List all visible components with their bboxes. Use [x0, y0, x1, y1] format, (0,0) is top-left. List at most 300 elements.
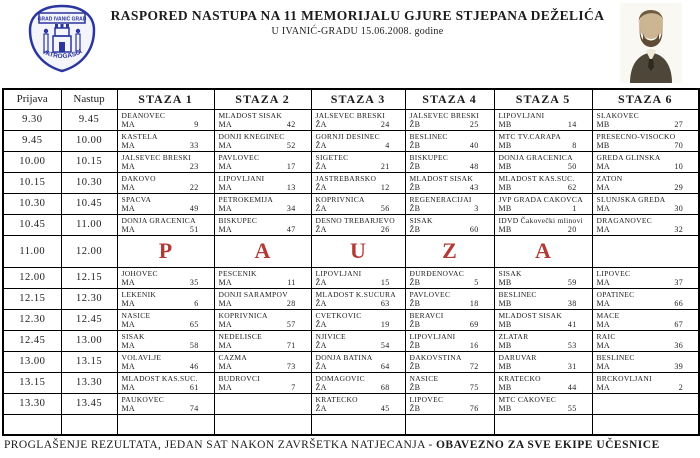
start-number: 34 — [286, 203, 296, 213]
category-label: MA — [596, 182, 610, 192]
start-number: 5 — [474, 277, 479, 287]
category-line — [122, 204, 211, 213]
schedule-row — [3, 309, 699, 330]
schedule-body — [3, 109, 699, 435]
team-cell — [494, 109, 592, 130]
category-label: MA — [121, 277, 135, 287]
category-label: MA — [121, 119, 135, 129]
team-cell — [405, 309, 494, 330]
team-name: ĐAKOVSTINA — [409, 352, 462, 362]
category-label: ŽB — [409, 382, 421, 392]
category-line — [219, 204, 308, 213]
category-line — [122, 141, 211, 150]
time-cell: 13.00 — [3, 351, 61, 372]
team-cell — [117, 288, 214, 309]
team-cell — [494, 267, 592, 288]
category-line — [410, 120, 491, 129]
start-number: 13 — [286, 182, 296, 192]
start-number: 9 — [194, 119, 199, 129]
category-line — [499, 383, 589, 392]
team-name: VOLAVLJE — [121, 352, 162, 362]
team-name: REGENERACIJAI — [409, 194, 472, 204]
category-label: MA — [218, 298, 232, 308]
category-line — [410, 341, 491, 350]
team-name: PAVLOVEC — [409, 289, 451, 299]
team-cell — [405, 214, 494, 235]
time-cell: 12.15 — [3, 288, 61, 309]
team-name: NASICE — [409, 373, 439, 383]
time-cell: 13.00 — [61, 330, 117, 351]
category-label: MA — [121, 319, 135, 329]
column-header: Prijava — [3, 89, 61, 109]
category-label: MA — [218, 224, 232, 234]
team-name: OPATINEC — [596, 289, 635, 299]
category-line — [219, 120, 308, 129]
start-number: 2 — [678, 382, 683, 392]
team-name: KRATECKO — [498, 373, 541, 383]
start-number: 36 — [674, 340, 683, 350]
start-number: 71 — [286, 340, 296, 350]
team-name: IDVD Čakovečki mlinovi — [498, 215, 584, 225]
start-number: 53 — [567, 340, 577, 350]
start-number: 60 — [469, 224, 479, 234]
category-line — [122, 299, 211, 308]
team-cell — [405, 330, 494, 351]
category-label: MB — [498, 340, 512, 350]
start-number: 48 — [469, 161, 479, 171]
team-name: KOPRIVNICA — [218, 310, 268, 320]
category-label: MB — [498, 203, 512, 213]
start-number: 11 — [287, 277, 296, 287]
empty-cell — [405, 414, 494, 435]
footer-note — [4, 439, 700, 451]
team-name: PETROKEMIJA — [218, 194, 274, 204]
category-line — [316, 299, 402, 308]
pauza-letter-cell: A — [214, 235, 311, 267]
schedule-row — [3, 288, 699, 309]
header-row — [3, 89, 699, 109]
team-cell — [214, 214, 311, 235]
category-label: MA — [596, 224, 610, 234]
team-name: BESLINEC — [409, 131, 448, 141]
team-cell — [494, 330, 592, 351]
team-cell — [405, 372, 494, 393]
team-name: DONJA BATINA — [315, 352, 373, 362]
team-cell — [405, 288, 494, 309]
category-line — [410, 204, 491, 213]
category-line — [122, 278, 211, 287]
category-line — [597, 225, 696, 234]
start-number: 44 — [567, 382, 577, 392]
start-number: 54 — [380, 340, 390, 350]
team-cell — [494, 351, 592, 372]
team-cell — [592, 109, 699, 130]
team-name: NJIVICE — [315, 331, 346, 341]
category-label: ŽB — [409, 298, 421, 308]
category-line — [316, 341, 402, 350]
start-number: 20 — [567, 224, 577, 234]
team-name: DESNO TREBARJEVO — [315, 215, 395, 225]
badge-top-text: GRAD IVANIĆ GRAD — [37, 16, 87, 23]
category-label: MB — [596, 140, 610, 150]
team-cell — [405, 351, 494, 372]
column-header: STAZA 2 — [214, 89, 311, 109]
team-name: SLUNJSKA GREDA — [596, 194, 666, 204]
category-label: MB — [596, 119, 610, 129]
team-cell — [494, 393, 592, 414]
team-cell — [311, 330, 405, 351]
empty-cell — [117, 414, 214, 435]
category-label: MA — [596, 340, 610, 350]
category-line — [316, 141, 402, 150]
start-number: 19 — [380, 319, 390, 329]
schedule-row — [3, 151, 699, 172]
team-cell — [311, 351, 405, 372]
team-name: JALSEVEC BRESKI — [409, 110, 480, 120]
category-label: MB — [498, 182, 512, 192]
schedule-row — [3, 414, 699, 435]
category-line — [410, 278, 491, 287]
category-label: MA — [121, 203, 135, 213]
time-cell: 13.45 — [61, 393, 117, 414]
page-title: RASPORED NASTUPA NA 11 MEMORIJALU GJURE STJEPANA DEŽELIĆA — [110, 8, 605, 23]
category-line — [499, 278, 589, 287]
category-label: ŽA — [315, 182, 327, 192]
empty-cell — [311, 414, 405, 435]
team-name: JALSEVEC BRESKI — [315, 110, 386, 120]
team-name: PESCENIK — [218, 268, 257, 278]
team-name: SISAK — [121, 331, 145, 341]
category-label: ŽA — [315, 161, 327, 171]
start-number: 4 — [385, 140, 390, 150]
category-label: ŽA — [315, 203, 327, 213]
team-cell — [311, 267, 405, 288]
start-number: 32 — [674, 224, 683, 234]
category-label: ŽB — [409, 403, 421, 413]
team-name: NEDELISCE — [218, 331, 263, 341]
team-cell — [117, 393, 214, 414]
start-number: 28 — [286, 298, 296, 308]
team-cell — [214, 372, 311, 393]
start-number: 72 — [469, 361, 479, 371]
time-cell: 12.00 — [3, 267, 61, 288]
category-label: MA — [218, 340, 232, 350]
team-name: CAZMA — [218, 352, 248, 362]
category-label: MA — [596, 361, 610, 371]
start-number: 56 — [380, 203, 390, 213]
team-name: GORNJI DESINEC — [315, 131, 380, 141]
team-name: SISAK — [409, 215, 433, 225]
category-line — [597, 362, 696, 371]
category-label: MB — [498, 319, 512, 329]
empty-cell — [214, 414, 311, 435]
team-name: SIGETEC — [315, 152, 349, 162]
team-cell — [311, 288, 405, 309]
category-label: MA — [218, 361, 232, 371]
category-line — [499, 341, 589, 350]
team-cell — [592, 351, 699, 372]
team-name: RAIC — [596, 331, 616, 341]
schedule-row — [3, 372, 699, 393]
category-line — [499, 299, 589, 308]
start-number: 17 — [286, 161, 296, 171]
category-label: MA — [121, 403, 135, 413]
category-label: MA — [218, 161, 232, 171]
category-label: ŽB — [409, 161, 421, 171]
time-cell: 10.15 — [61, 151, 117, 172]
category-label: ŽA — [315, 403, 327, 413]
team-cell — [311, 172, 405, 193]
schedule-row — [3, 351, 699, 372]
category-line — [499, 225, 589, 234]
page-header — [0, 0, 700, 88]
team-name: LIPOVLJANI — [218, 173, 265, 183]
category-line — [410, 141, 491, 150]
page-subtitle: U IVANIĆ-GRADU 15.06.2008. godine — [271, 26, 444, 37]
column-header: STAZA 1 — [117, 89, 214, 109]
category-line — [597, 341, 696, 350]
schedule-row — [3, 214, 699, 235]
schedule-row — [3, 172, 699, 193]
category-line — [219, 141, 308, 150]
category-line — [499, 162, 589, 171]
team-cell — [214, 288, 311, 309]
team-cell — [311, 109, 405, 130]
category-label: MB — [498, 361, 512, 371]
team-name: DONJI SARAMPOV — [218, 289, 288, 299]
start-number: 26 — [380, 224, 390, 234]
category-label: ŽB — [409, 182, 421, 192]
category-line — [219, 341, 308, 350]
team-name: BESLINEC — [596, 352, 635, 362]
team-cell — [117, 330, 214, 351]
team-cell — [405, 151, 494, 172]
category-line — [122, 341, 211, 350]
start-number: 40 — [469, 140, 479, 150]
category-line — [597, 204, 696, 213]
team-cell — [592, 267, 699, 288]
category-label: MA — [596, 298, 610, 308]
time-cell: 10.30 — [61, 172, 117, 193]
team-name: ĐURĐENOVAC — [409, 268, 465, 278]
pauza-letter-cell: Z — [405, 235, 494, 267]
time-cell — [61, 414, 117, 435]
start-number: 51 — [189, 224, 199, 234]
time-cell: 12.00 — [61, 235, 117, 267]
pauza-letter-cell: A — [494, 235, 592, 267]
pauza-letter-cell: U — [311, 235, 405, 267]
start-number: 49 — [189, 203, 199, 213]
team-cell — [117, 109, 214, 130]
category-label: ŽB — [409, 119, 421, 129]
team-cell — [311, 130, 405, 151]
pauza-row — [3, 235, 699, 267]
team-cell — [592, 309, 699, 330]
team-name: SLAKOVEC — [596, 110, 639, 120]
category-line — [410, 383, 491, 392]
category-line — [316, 120, 402, 129]
badge-bottom-text: VATROGASCI — [40, 48, 84, 61]
team-cell — [311, 214, 405, 235]
start-number: 59 — [567, 277, 577, 287]
team-cell — [405, 193, 494, 214]
category-label: ŽA — [315, 361, 327, 371]
team-name: MLADOST SISAK — [498, 310, 563, 320]
team-name: DEANOVEC — [121, 110, 166, 120]
category-label: ŽA — [315, 140, 327, 150]
category-label: ŽA — [315, 277, 327, 287]
category-line — [316, 225, 402, 234]
team-name: KRATECKO — [315, 394, 358, 404]
start-number: 42 — [286, 119, 296, 129]
category-label: MA — [121, 361, 135, 371]
start-number: 22 — [189, 182, 199, 192]
start-number: 75 — [469, 382, 479, 392]
team-cell — [405, 130, 494, 151]
start-number: 39 — [674, 361, 683, 371]
category-line — [410, 404, 491, 413]
start-number: 55 — [567, 403, 577, 413]
start-number: 52 — [286, 140, 296, 150]
footer-text: PROGLAŠENJE REZULTATA, JEDAN SAT NAKON ZAVRŠETKA NATJECANJA - — [4, 439, 436, 451]
category-line — [219, 225, 308, 234]
team-cell — [311, 309, 405, 330]
category-line — [597, 320, 696, 329]
team-cell — [214, 267, 311, 288]
team-cell — [494, 214, 592, 235]
category-line — [499, 183, 589, 192]
team-cell — [117, 130, 214, 151]
time-cell — [3, 414, 61, 435]
start-number: 21 — [380, 161, 390, 171]
team-cell — [117, 193, 214, 214]
start-number: 10 — [674, 161, 683, 171]
column-header: STAZA 4 — [405, 89, 494, 109]
schedule-row — [3, 109, 699, 130]
category-line — [597, 183, 696, 192]
start-number: 3 — [474, 203, 479, 213]
category-label: MA — [121, 298, 135, 308]
category-line — [597, 278, 696, 287]
category-line — [499, 362, 589, 371]
category-label: MB — [498, 298, 512, 308]
team-cell — [494, 130, 592, 151]
bearded-man-portrait-icon — [620, 3, 682, 83]
category-label: MA — [596, 277, 610, 287]
start-number: 74 — [189, 403, 199, 413]
team-cell — [311, 151, 405, 172]
category-line — [219, 320, 308, 329]
start-number: 61 — [189, 382, 199, 392]
team-cell — [592, 214, 699, 235]
category-label: MB — [498, 382, 512, 392]
team-cell — [405, 393, 494, 414]
category-line — [316, 362, 402, 371]
schedule-row — [3, 193, 699, 214]
team-name: ĐAKOVO — [121, 173, 156, 183]
team-name: DONJA GRACENICA — [498, 152, 573, 162]
start-number: 37 — [674, 277, 683, 287]
category-label: MA — [218, 140, 232, 150]
category-line — [499, 204, 589, 213]
category-label: MB — [498, 161, 512, 171]
team-name: MTC TV.CARAPA — [498, 131, 562, 141]
empty-cell — [214, 393, 311, 414]
team-name: DONJA GRACENICA — [121, 215, 196, 225]
category-line — [122, 225, 211, 234]
start-number: 68 — [380, 382, 390, 392]
column-header: STAZA 6 — [592, 89, 699, 109]
category-line — [597, 299, 696, 308]
category-label: MA — [121, 182, 135, 192]
time-cell: 9.45 — [61, 109, 117, 130]
team-name: JALSEVEC BRESKI — [121, 152, 192, 162]
start-number: 70 — [674, 140, 683, 150]
category-line — [410, 183, 491, 192]
team-cell — [494, 288, 592, 309]
category-label: MA — [121, 340, 135, 350]
team-name: BISKUPEC — [218, 215, 258, 225]
team-cell — [494, 172, 592, 193]
category-line — [410, 299, 491, 308]
schedule-row — [3, 330, 699, 351]
start-number: 58 — [189, 340, 199, 350]
team-name: BESLINEC — [498, 289, 537, 299]
team-cell — [405, 267, 494, 288]
category-line — [316, 320, 402, 329]
start-number: 18 — [469, 298, 479, 308]
category-line — [122, 362, 211, 371]
team-name: DOMAGOVIC — [315, 373, 365, 383]
team-cell — [405, 109, 494, 130]
time-cell: 13.30 — [61, 372, 117, 393]
team-cell — [117, 214, 214, 235]
start-number: 63 — [380, 298, 390, 308]
team-cell — [494, 151, 592, 172]
team-cell — [117, 309, 214, 330]
team-name: JOHOVEC — [121, 268, 158, 278]
team-cell — [214, 309, 311, 330]
category-label: MA — [218, 203, 232, 213]
category-line — [316, 404, 402, 413]
team-name: BRCKOVLJANI — [596, 373, 652, 383]
start-number: 27 — [674, 119, 683, 129]
category-label: ŽB — [409, 340, 421, 350]
category-label: ŽB — [409, 277, 421, 287]
category-label: MA — [121, 161, 135, 171]
start-number: 65 — [189, 319, 199, 329]
category-label: MA — [218, 182, 232, 192]
category-line — [316, 162, 402, 171]
team-cell — [494, 372, 592, 393]
start-number: 62 — [567, 182, 577, 192]
category-line — [219, 278, 308, 287]
team-cell — [214, 130, 311, 151]
team-name: LIPOVLJANI — [409, 331, 456, 341]
category-line — [122, 162, 211, 171]
category-label: MA — [596, 203, 610, 213]
category-label: ŽB — [409, 224, 421, 234]
team-cell — [494, 309, 592, 330]
category-line — [219, 299, 308, 308]
team-cell — [311, 372, 405, 393]
team-name: MLADOST SISAK — [218, 110, 283, 120]
start-number: 25 — [469, 119, 479, 129]
team-cell — [592, 288, 699, 309]
team-name: MTC CAKOVEC — [498, 394, 557, 404]
time-cell: 9.30 — [3, 109, 61, 130]
team-name: JVP GRADA CAKOVCA — [498, 194, 583, 204]
